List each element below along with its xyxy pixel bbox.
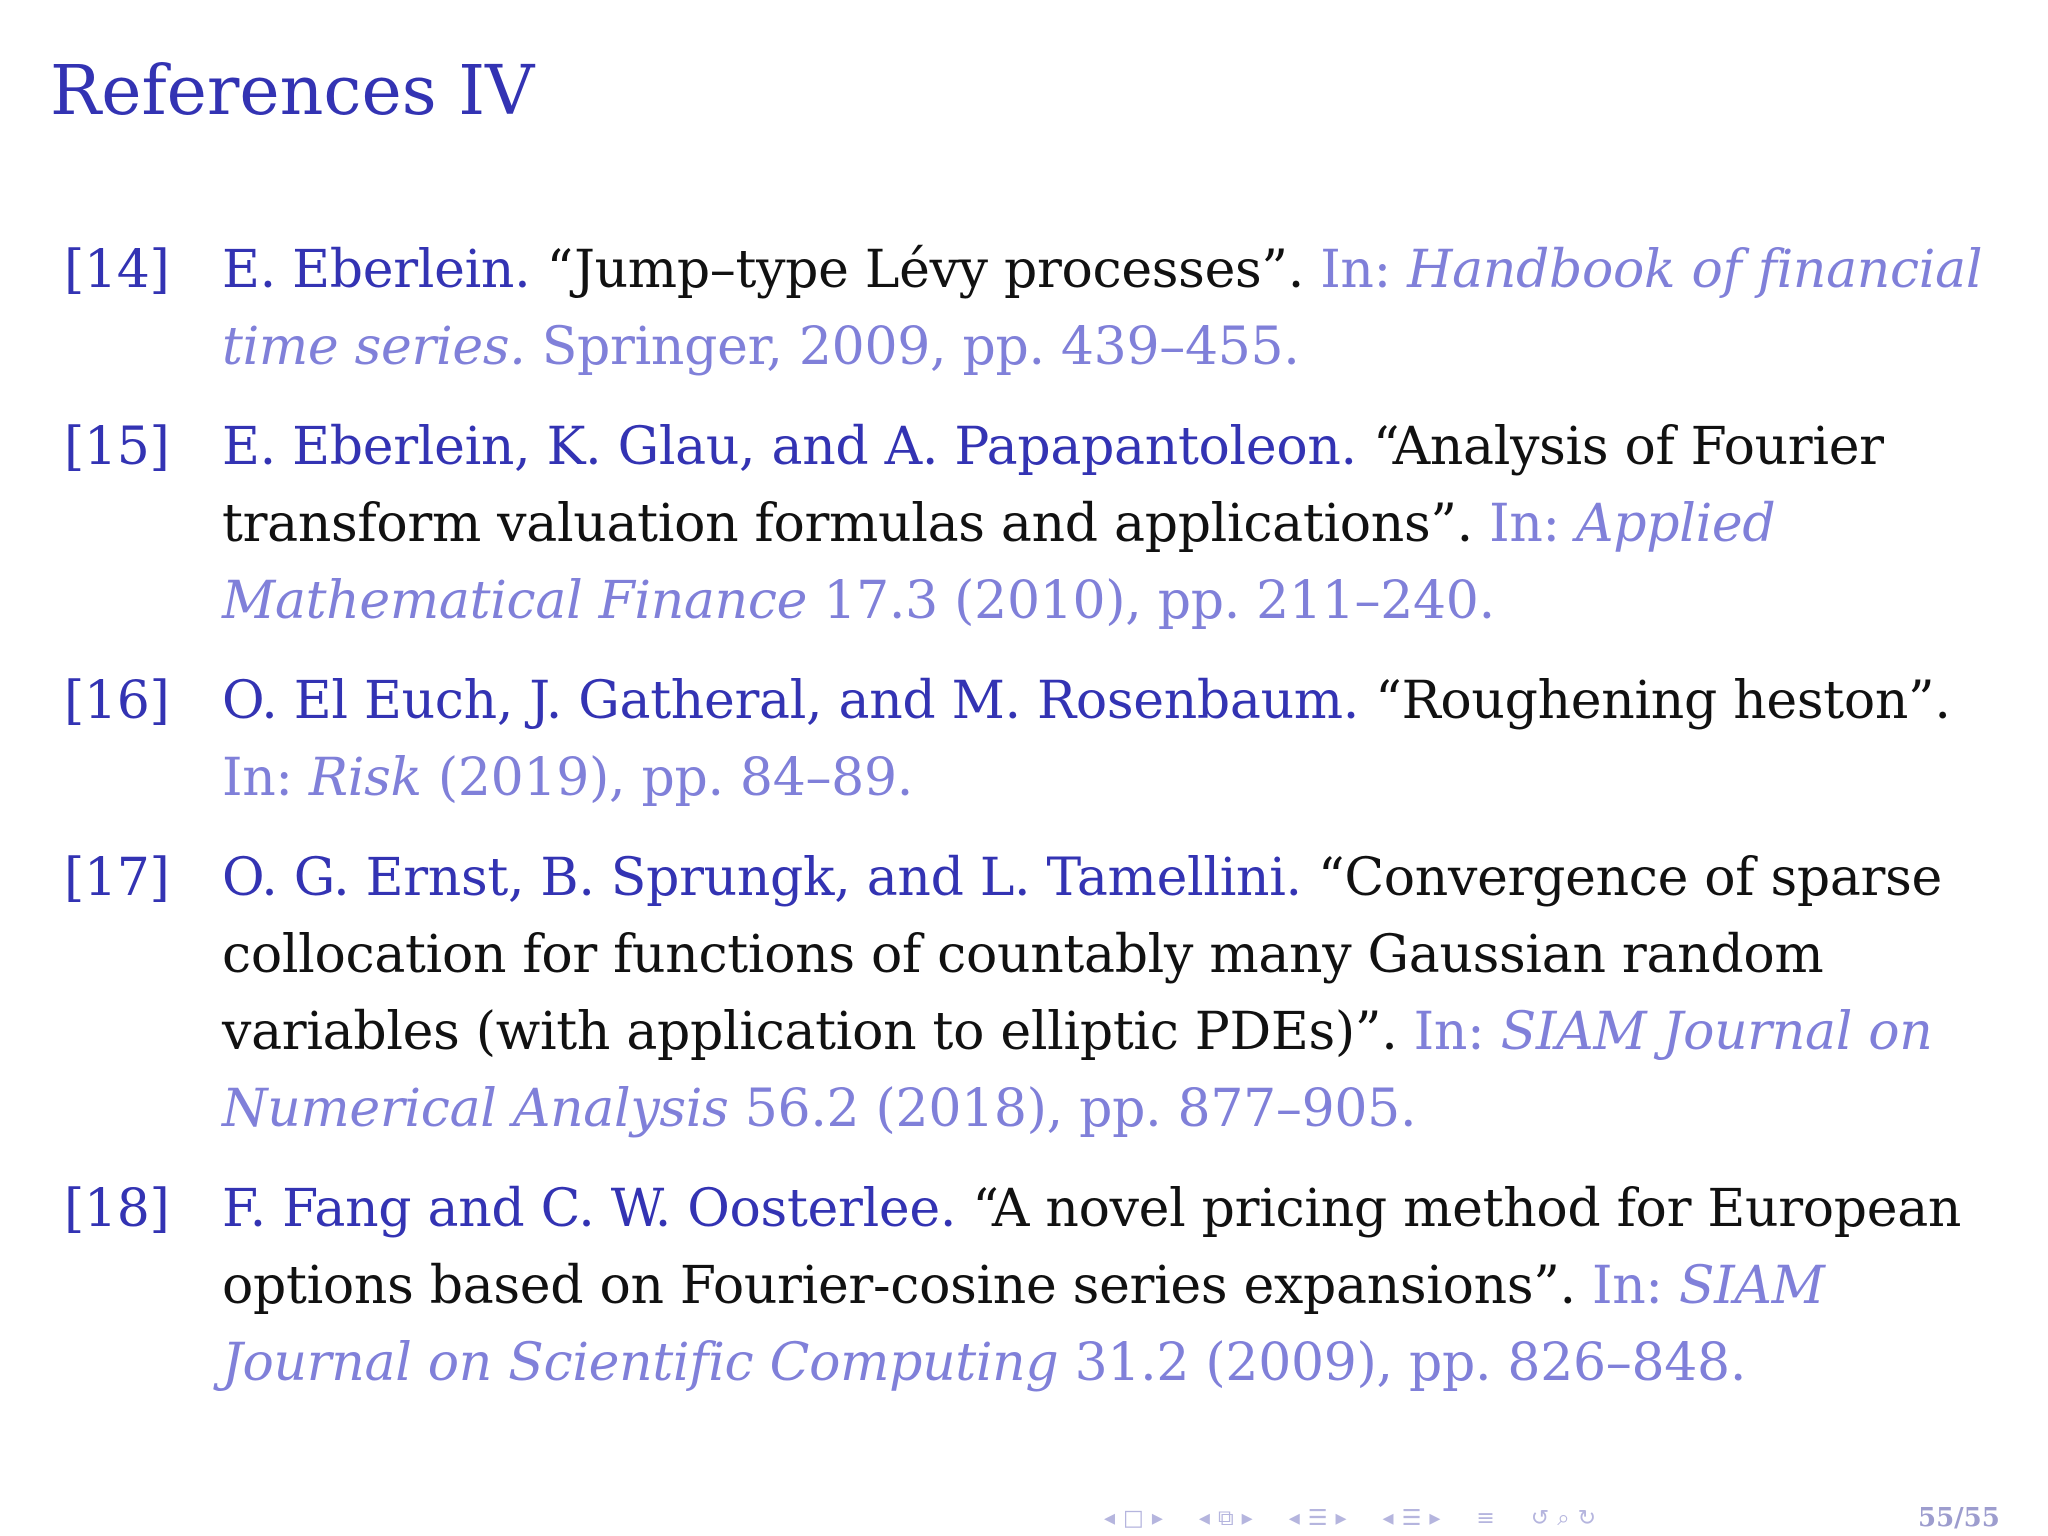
- nav-right-arrow-icon[interactable]: ▸: [1151, 1505, 1163, 1531]
- nav-right-arrow-icon[interactable]: ▸: [1241, 1505, 1253, 1531]
- reference-item-18: [64, 1171, 2004, 1402]
- reference-item-15: [64, 409, 2004, 640]
- reference-in: In:: [1489, 494, 1560, 554]
- reference-journal: SIAM Journal on Numerical Analysis: [222, 1002, 1933, 1139]
- reference-details: 31.2 (2009), pp. 826–848.: [1074, 1333, 1747, 1393]
- reference-title: “A novel pricing method for European options based on Fourier-cosine series expansions”.: [222, 1179, 1962, 1316]
- reference-in: In:: [1413, 1002, 1485, 1062]
- reference-label: [17]: [64, 848, 170, 908]
- nav-left-arrow-icon[interactable]: ◂: [1104, 1505, 1116, 1531]
- reference-authors: O. El Euch, J. Gatheral, and M. Rosenbaum.: [222, 671, 1360, 731]
- nav-left-arrow-icon[interactable]: ◂: [1382, 1505, 1394, 1531]
- reference-label: [14]: [64, 240, 170, 300]
- nav-left-arrow-icon[interactable]: ◂: [1198, 1505, 1210, 1531]
- reference-journal: Risk: [308, 748, 422, 808]
- reference-details: 56.2 (2018), pp. 877–905.: [744, 1079, 1417, 1139]
- nav-right-arrow-icon[interactable]: ▸: [1429, 1505, 1441, 1531]
- reference-label: [18]: [64, 1179, 170, 1239]
- slide-title: References IV: [50, 52, 535, 131]
- nav-forward-icon[interactable]: ↻: [1577, 1505, 1596, 1531]
- nav-section-icon[interactable]: ☰: [1307, 1505, 1328, 1531]
- reference-authors: F. Fang and C. W. Oosterlee.: [222, 1179, 957, 1239]
- reference-item-16: [64, 663, 2004, 817]
- reference-title: “Roughening heston”.: [1375, 671, 1951, 731]
- nav-align-group[interactable]: [1472, 1506, 1498, 1531]
- reference-details: Springer, 2009, pp. 439–455.: [541, 317, 1300, 377]
- reference-authors: O. G. Ernst, B. Sprungk, and L. Tamellini.: [222, 848, 1302, 908]
- nav-frame-group[interactable]: [1100, 1506, 1167, 1531]
- reference-journal: Applied Mathematical Finance: [222, 494, 1776, 631]
- nav-left-arrow-icon[interactable]: ◂: [1288, 1505, 1300, 1531]
- reference-item-17: [64, 840, 2004, 1148]
- reference-journal: SIAM Journal on Scientific Computing: [222, 1256, 1825, 1393]
- nav-frame-icon[interactable]: □: [1123, 1505, 1144, 1531]
- reference-title: “Analysis of Fourier transform valuation formulas and applications”.: [222, 417, 1884, 554]
- nav-search-icon[interactable]: ⌕: [1557, 1505, 1570, 1531]
- beamer-navigation-bar: [1100, 1500, 1628, 1536]
- reference-label: [16]: [64, 671, 170, 731]
- reference-authors: E. Eberlein, K. Glau, and A. Papapantoleon.: [222, 417, 1357, 477]
- nav-section-group-2[interactable]: [1379, 1506, 1445, 1531]
- nav-subsection-icon[interactable]: ⧉: [1217, 1505, 1234, 1531]
- reference-details: (2019), pp. 84–89.: [437, 748, 913, 808]
- nav-align-icon[interactable]: ≡: [1476, 1505, 1495, 1531]
- page-number: 55/55: [1918, 1503, 2000, 1533]
- reference-label: [15]: [64, 417, 170, 477]
- reference-item-14: [64, 232, 2004, 386]
- nav-section-group[interactable]: [1285, 1506, 1351, 1531]
- nav-right-arrow-icon[interactable]: ▸: [1335, 1505, 1347, 1531]
- reference-in: In:: [1591, 1256, 1663, 1316]
- reference-title: “Convergence of sparse collocation for functions of countably many Gaussian random variables (with application to elliptic PDEs)”.: [222, 848, 1942, 1062]
- reference-title: “Jump–type Lévy processes”.: [546, 240, 1304, 300]
- reference-list: [64, 232, 2004, 1425]
- nav-back-icon[interactable]: ↺: [1530, 1505, 1550, 1531]
- reference-in: In:: [1320, 240, 1391, 300]
- reference-in: In:: [222, 748, 293, 808]
- reference-journal: Handbook of financial time series.: [222, 240, 1983, 377]
- nav-search-group[interactable]: [1527, 1506, 1600, 1531]
- nav-section-icon[interactable]: ☰: [1401, 1505, 1422, 1531]
- reference-details: 17.3 (2010), pp. 211–240.: [823, 571, 1495, 631]
- reference-authors: E. Eberlein.: [222, 240, 531, 300]
- nav-subsection-group[interactable]: [1195, 1506, 1257, 1531]
